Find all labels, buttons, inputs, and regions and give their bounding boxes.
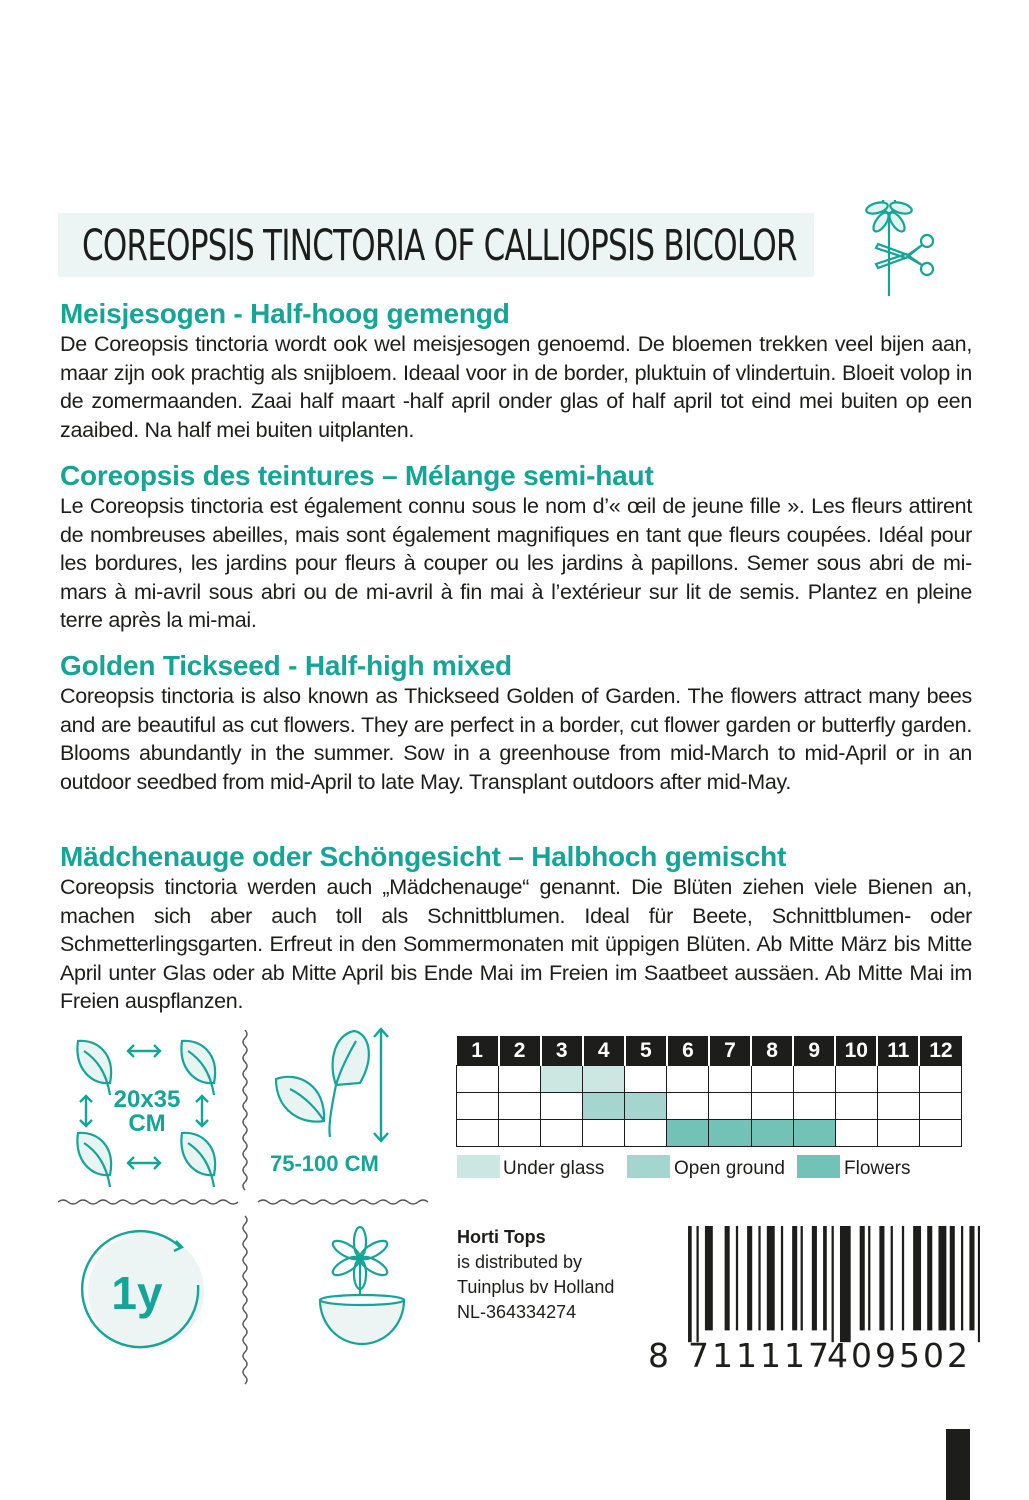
calendar-cell (583, 1093, 625, 1120)
section-body: Coreopsis tinctoria werden auch „Mädchenauge“ genannt. Die Blüten ziehen viele Bienen an, machen sich aber auch toll als Schnittblumen. Ideal für Beete, Schnittblumen- oder Schmetterlingsgarten. Erfreut in den Sommermonaten mit üppigen Blüten. Ab Mitte März bis Mitte April unter Glas oder ab Mitte April bis Ende Mai im Freien im Saatbeet aussäen. Ab Mitte Mai im Freien auspflanzen. (60, 875, 972, 1013)
section-body: Coreopsis tinctoria is also known as Thickseed Golden of Garden. The flowers attract many bees and are beautiful as cut flowers. They are perfect in a border, cut flower garden or butterfly garden. Blooms abundantly in the summer. Sow in a greenhouse from mid-March to mid-April or in an outdoor seedbed from mid-April to late May. Transplant outdoors after mid-May. (60, 684, 972, 794)
month-1: 1 (457, 1036, 499, 1066)
height-label: 75-100 CM (270, 1151, 379, 1176)
plant-height-icon (268, 1025, 408, 1150)
sowing-calendar (456, 1036, 962, 1147)
ean-barcode (672, 1226, 980, 1344)
calendar-cell (541, 1093, 583, 1120)
lifecycle-label: 1y (111, 1267, 163, 1319)
month-6: 6 (667, 1036, 709, 1066)
calendar-cell (877, 1066, 919, 1093)
month-8: 8 (751, 1036, 793, 1066)
section-heading: Coreopsis des teintures – Mélange semi-haut (60, 460, 654, 491)
section-en (60, 650, 972, 796)
vertical-divider (238, 1030, 252, 1390)
calendar-row-under-glass (457, 1066, 962, 1093)
barcode-group-right: 409502 (827, 1336, 971, 1375)
calendar-cell (499, 1093, 541, 1120)
brand-name: Horti Tops (457, 1227, 546, 1247)
section-heading: Golden Tickseed - Half-high mixed (60, 650, 512, 681)
distributor-line-3: NL-364334274 (457, 1302, 577, 1322)
section-nl (60, 298, 972, 444)
calendar-cell (541, 1066, 583, 1093)
barcode-group-left: 711117 (688, 1336, 832, 1375)
month-9: 9 (793, 1036, 835, 1066)
calendar-cell (751, 1093, 793, 1120)
horizontal-divider (58, 1195, 438, 1209)
section-heading: Meisjesogen - Half-hoog gemengd (60, 298, 510, 329)
legend-label-flowers: Flowers (844, 1158, 911, 1179)
calendar-cell (709, 1120, 751, 1147)
calendar-row-flowers (457, 1120, 962, 1147)
calendar-cell (541, 1120, 583, 1147)
calendar-cell (793, 1066, 835, 1093)
calendar-cell (919, 1093, 961, 1120)
month-2: 2 (499, 1036, 541, 1066)
calendar-cell (877, 1120, 919, 1147)
calendar-cell (751, 1066, 793, 1093)
barcode-digit-first: 8 (648, 1336, 669, 1375)
spacing-unit: CM (128, 1110, 166, 1137)
month-12: 12 (919, 1036, 961, 1066)
section-de (60, 841, 972, 1016)
month-4: 4 (583, 1036, 625, 1066)
calendar-cell (667, 1120, 709, 1147)
section-body: Le Coreopsis tinctoria est également connu sous le nom d’« œil de jeune fille ». Les fleurs attirent de nombreuses abeilles, mais sont également magnifiques en tant que fleurs coupées. Idéal pour les bordures, les jardins pour fleurs à couper ou les jardins à papillons. Semer sous abri de mi-mars à mi-avril sous abri ou de mi-avril à fin mai à l’extérieur sur lit de semis. Plantez en pleine terre après la mi-mai. (60, 494, 972, 632)
spacing-label (82, 1088, 212, 1136)
calendar-cell (919, 1120, 961, 1147)
calendar-cell (457, 1066, 499, 1093)
distributor-info (457, 1225, 614, 1325)
calendar-cell (919, 1066, 961, 1093)
distributor-line-1: is distributed by (457, 1252, 583, 1272)
legend-label-open-ground: Open ground (674, 1158, 785, 1179)
section-heading: Mädchenauge oder Schöngesicht – Halbhoch gemischt (60, 841, 787, 872)
section-fr (60, 460, 972, 635)
month-10: 10 (835, 1036, 877, 1066)
month-3: 3 (541, 1036, 583, 1066)
calendar-cell (499, 1066, 541, 1093)
legend-label-under-glass: Under glass (503, 1158, 605, 1179)
spacing-value: 20x35 (113, 1086, 181, 1113)
calendar-cell (751, 1120, 793, 1147)
cut-flower-icon (850, 200, 940, 300)
distributor-line-2: Tuinplus bv Holland (457, 1277, 615, 1297)
calendar-cell (583, 1066, 625, 1093)
calendar-cell (709, 1093, 751, 1120)
calendar-cell (457, 1120, 499, 1147)
calendar-cell (835, 1066, 877, 1093)
calendar-cell (835, 1120, 877, 1147)
calendar-cell (667, 1066, 709, 1093)
calendar-cell (793, 1093, 835, 1120)
calendar-row-open-ground (457, 1093, 962, 1120)
calendar-cell (457, 1093, 499, 1120)
calendar-cell (877, 1093, 919, 1120)
calendar-cell (835, 1093, 877, 1120)
month-7: 7 (709, 1036, 751, 1066)
legend-swatch-flowers (797, 1155, 840, 1178)
calendar-cell (625, 1093, 667, 1120)
print-mark (946, 1429, 970, 1500)
calendar-cell (499, 1120, 541, 1147)
product-title: COREOPSIS TINCTORIA OF CALLIOPSIS BICOLOR (82, 221, 797, 271)
month-5: 5 (625, 1036, 667, 1066)
calendar-cell (667, 1093, 709, 1120)
calendar-cell (709, 1066, 751, 1093)
calendar-cell (625, 1066, 667, 1093)
calendar-cell (793, 1120, 835, 1147)
month-11: 11 (877, 1036, 919, 1066)
legend-swatch-open-ground (627, 1155, 670, 1178)
legend-swatch-under-glass (457, 1155, 500, 1178)
section-body: De Coreopsis tinctoria wordt ook wel meisjesogen genoemd. De bloemen trekken veel bijen aan, maar zijn ook prachtig als snijbloem. Ideaal voor in de border, pluktuin of vlindertuin. Bloeit volop in de zomermaanden. Zaai half maart -half april onder glas of half april tot eind mei buiten op een zaaibed. Na half mei buiten uitplanten. (60, 332, 972, 442)
calendar-cell (625, 1120, 667, 1147)
calendar-cell (583, 1120, 625, 1147)
potted-plant-icon (300, 1222, 420, 1372)
calendar-month-header (457, 1036, 962, 1066)
